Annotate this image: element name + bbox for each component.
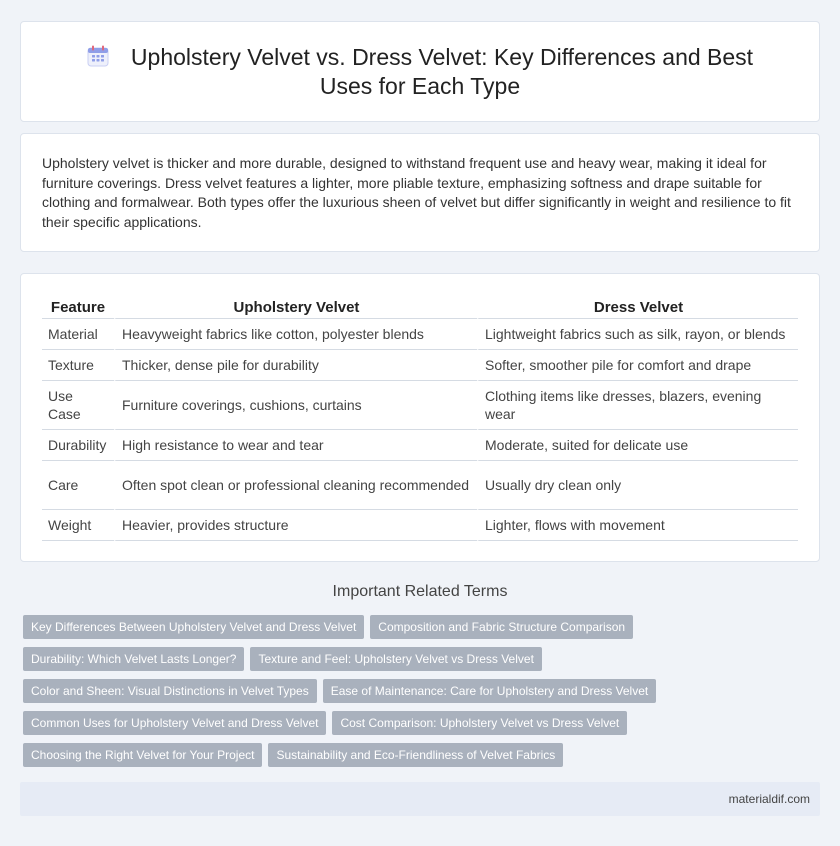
related-term-link[interactable]: Composition and Fabric Structure Comparison [370,615,633,639]
dress-cell: Clothing items like dresses, blazers, evening wear [477,381,798,430]
upholstery-cell: Heavier, provides structure [114,510,477,541]
dress-cell: Lighter, flows with movement [477,510,798,541]
upholstery-cell: Thicker, dense pile for durability [114,350,477,381]
feature-cell: Weight [42,510,114,541]
table-row [42,461,798,510]
feature-cell: Care [42,461,114,510]
related-term-link[interactable]: Sustainability and Eco-Friendliness of Velvet Fabrics [268,743,563,767]
comparison-card [20,273,820,562]
header-card [20,21,820,122]
related-term-link[interactable]: Common Uses for Upholstery Velvet and Dress Velvet [23,711,326,735]
intro-paragraph: Upholstery velvet is thicker and more durable, designed to withstand frequent use and heavy wear, making it ideal for furniture coverings. Dress velvet features a lighter, more pliable texture, emphasizing softness and drape suitable for clothing and formalwear. Both types offer the luxurious sheen of velvet but differ significantly in weight and resilience to fit their specific applications. [42,155,791,230]
feature-cell: Material [42,319,114,350]
site-name[interactable]: materialdif.com [728,792,810,806]
page-title [21,43,819,101]
calendar-icon [87,45,109,67]
table-row [42,350,798,381]
related-terms-list [23,615,823,775]
table-header-row [42,295,798,319]
related-term-link[interactable]: Texture and Feel: Upholstery Velvet vs Dress Velvet [250,647,541,671]
header-feature: Feature [42,295,114,319]
header-upholstery-velvet: Upholstery Velvet [114,295,477,319]
feature-cell: Durability [42,430,114,461]
table-row [42,510,798,541]
dress-cell: Softer, smoother pile for comfort and drape [477,350,798,381]
comparison-table [42,295,798,541]
related-terms-heading: Important Related Terms [332,583,508,600]
footer-bar [20,782,820,816]
table-row [42,381,798,430]
dress-cell: Usually dry clean only [477,461,798,510]
header-dress-velvet: Dress Velvet [477,295,798,319]
feature-cell: Texture [42,350,114,381]
upholstery-cell: High resistance to wear and tear [114,430,477,461]
related-term-link[interactable]: Choosing the Right Velvet for Your Project [23,743,262,767]
dress-cell: Moderate, suited for delicate use [477,430,798,461]
related-term-link[interactable]: Key Differences Between Upholstery Velvet and Dress Velvet [23,615,364,639]
upholstery-cell: Heavyweight fabrics like cotton, polyester blends [114,319,477,350]
upholstery-cell: Often spot clean or professional cleaning recommended [114,461,477,510]
feature-cell: Use Case [42,381,114,430]
related-term-link[interactable]: Cost Comparison: Upholstery Velvet vs Dress Velvet [332,711,627,735]
intro-card [20,133,820,252]
table-row [42,430,798,461]
table-row [42,319,798,350]
related-term-link[interactable]: Durability: Which Velvet Lasts Longer? [23,647,244,671]
dress-cell: Lightweight fabrics such as silk, rayon, or blends [477,319,798,350]
related-term-link[interactable]: Color and Sheen: Visual Distinctions in Velvet Types [23,679,317,703]
related-term-link[interactable]: Ease of Maintenance: Care for Upholstery and Dress Velvet [323,679,657,703]
page-title-text: Upholstery Velvet vs. Dress Velvet: Key Differences and Best Uses for Each Type [130,44,754,99]
upholstery-cell: Furniture coverings, cushions, curtains [114,381,477,430]
